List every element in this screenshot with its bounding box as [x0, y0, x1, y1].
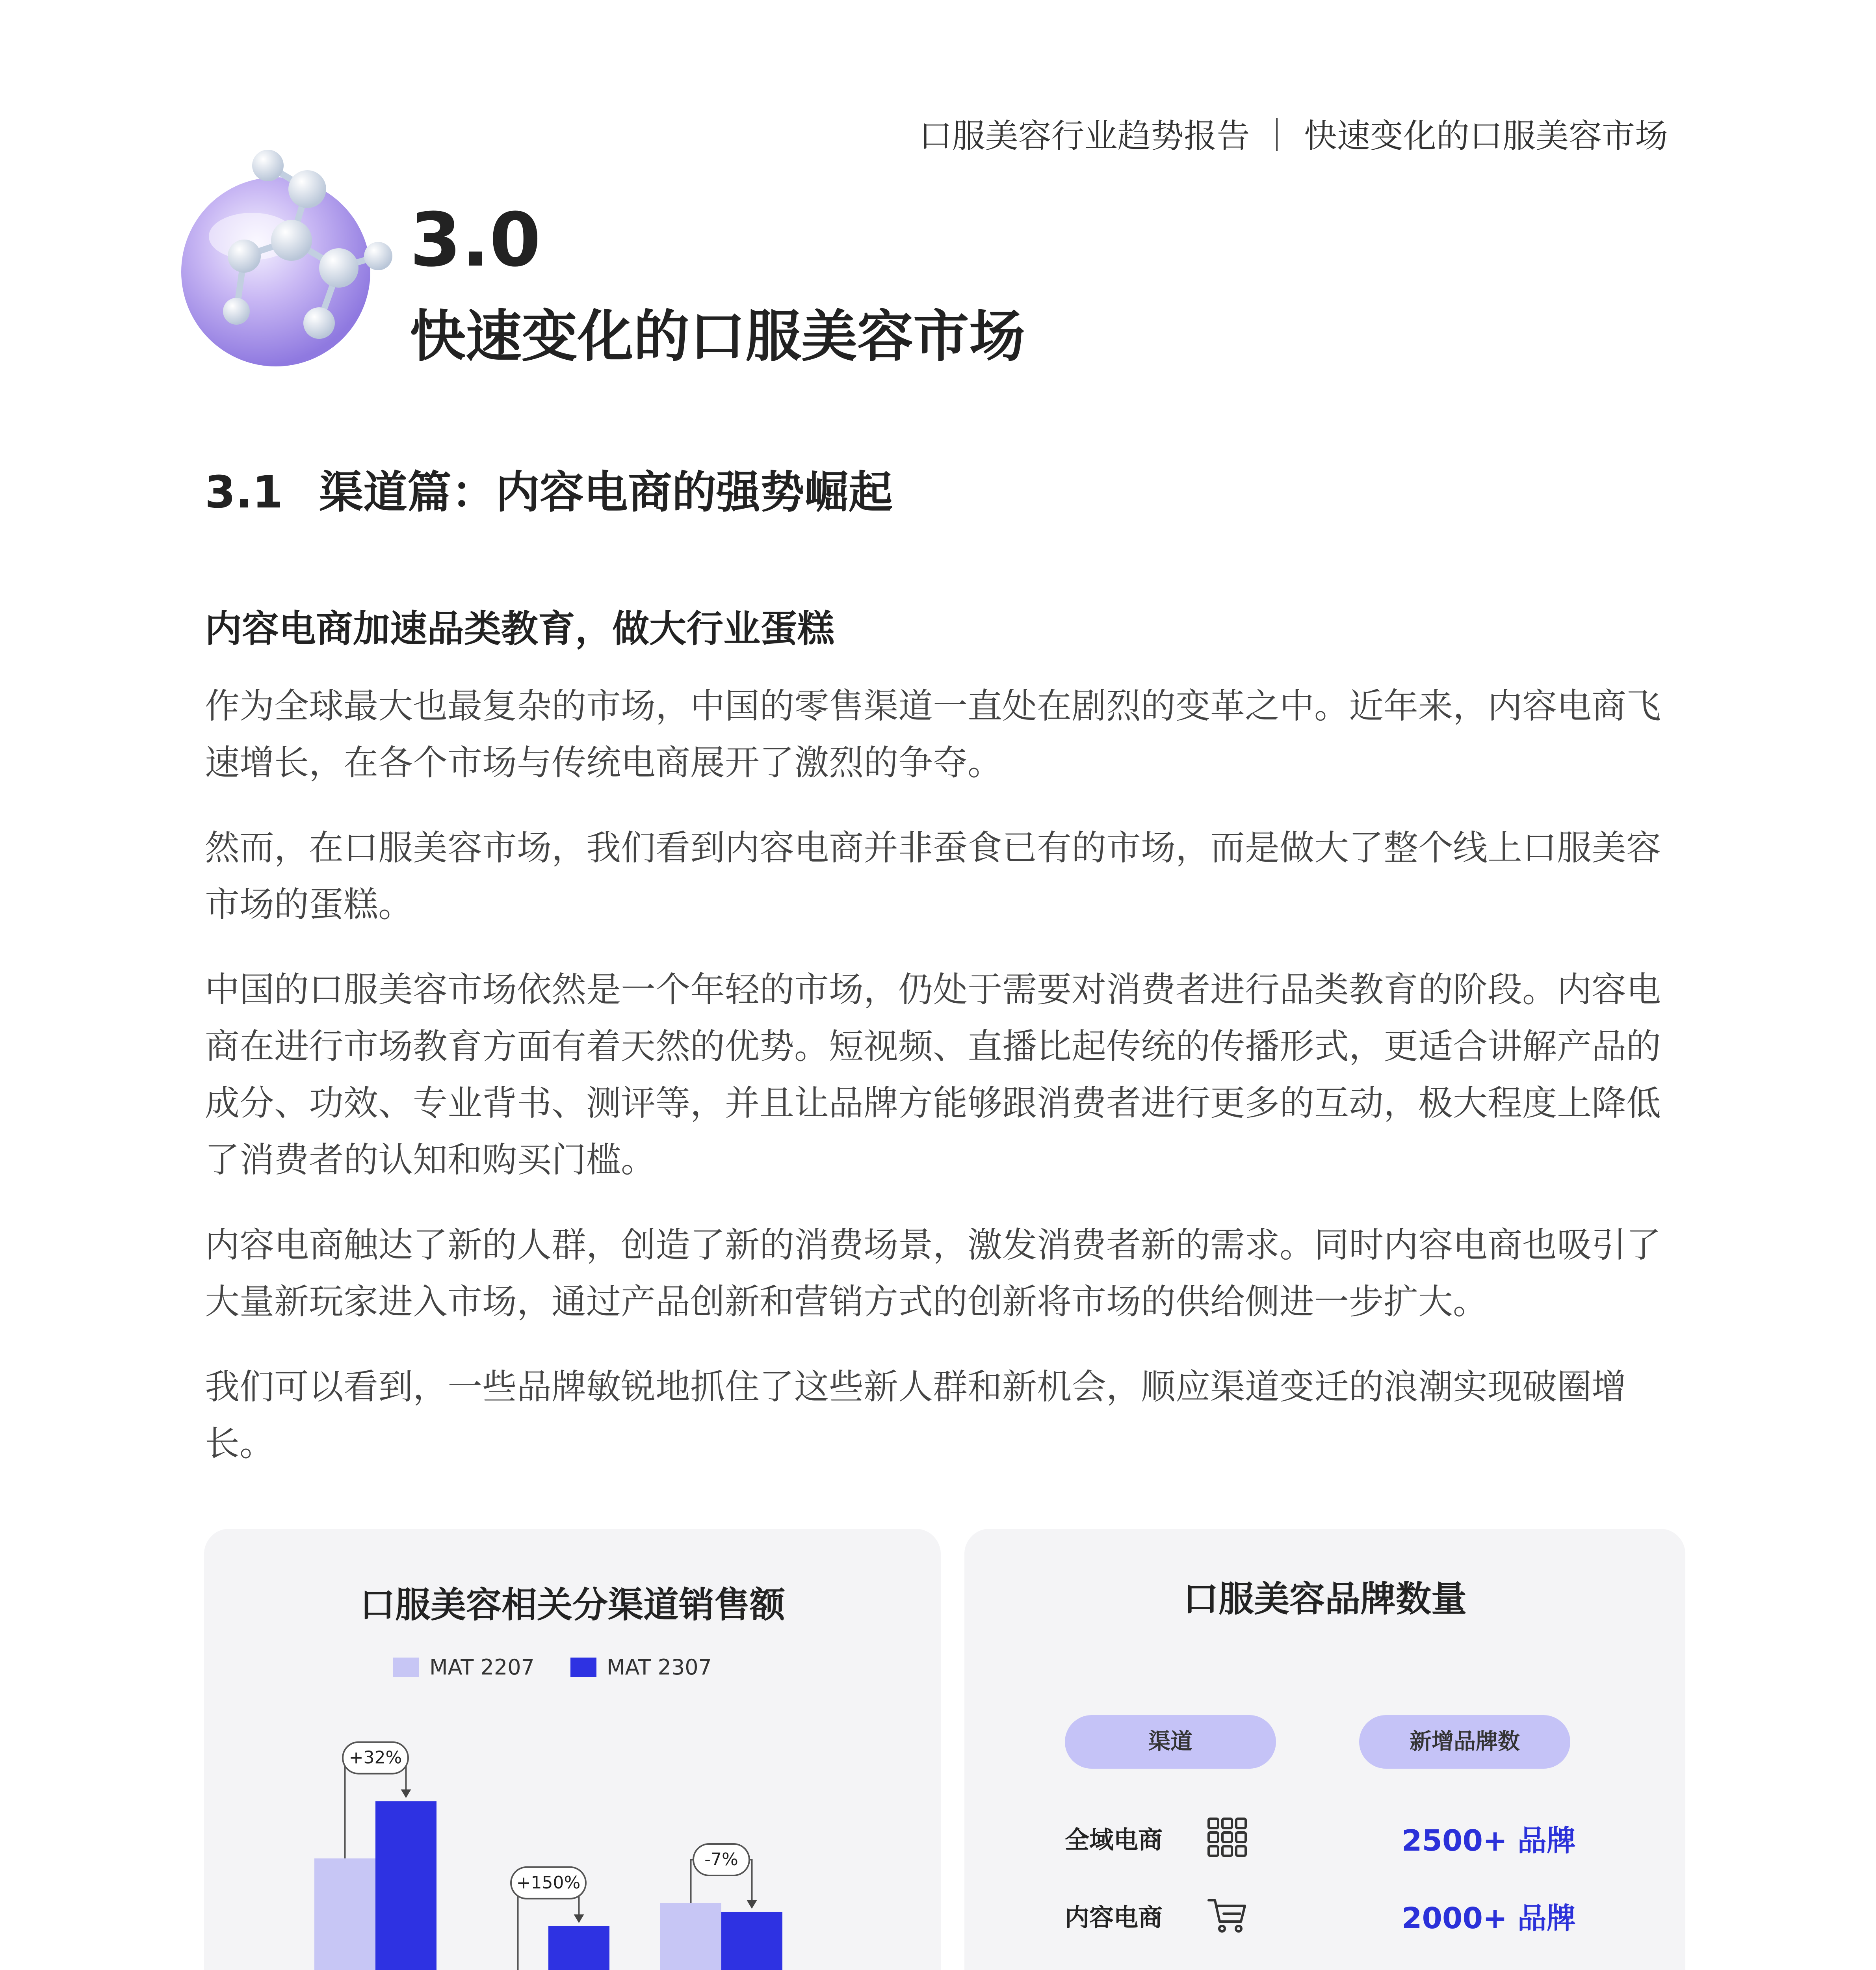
cart-icon: [1205, 1893, 1249, 1937]
bar-chart: [204, 1529, 941, 1970]
callout-arrowhead: [401, 1790, 411, 1798]
paragraph: 中国的口服美容市场依然是一个年轻的市场，仍处于需要对消费者进行品类教育的阶段。内容电商在进行市场教育方面有着天然的优势。短视频、直播比起传统的传播形式，更适合讲解产品的成分、功效、专业背书、测评等，并且让品牌方能够跟消费者进行更多的互动，极大程度上降低了消费者的认知和购买门槛。: [205, 969, 1661, 1180]
bar-mat-2207: [314, 1858, 375, 1970]
subsection-title: 渠道篇：内容电商的强势崛起: [319, 467, 893, 518]
bar-mat-2307: [721, 1912, 782, 1970]
subsection-heading: [205, 457, 893, 520]
brand-table-title: 口服美容品牌数量: [1183, 1578, 1467, 1620]
paragraph: 我们可以看到，一些品牌敏锐地抓住了这些新人群和新机会，顺应渠道变迁的浪潮实现破圈增长。: [205, 1366, 1627, 1464]
header-pill-channel: 渠道: [1065, 1715, 1276, 1769]
paragraph: 然而，在口服美容市场，我们看到内容电商并非蚕食已有的市场，而是做大了整个线上口服美容市场的蛋糕。: [205, 827, 1661, 925]
callout-arrowhead: [747, 1900, 757, 1909]
subheading: 内容电商加速品类教育，做大行业蛋糕: [205, 608, 835, 650]
bar-mat-2307: [375, 1801, 436, 1970]
legend-label: MAT 2207: [429, 1655, 535, 1680]
chart-title: 口服美容相关分渠道销售额: [360, 1584, 785, 1626]
brand-count-card: [964, 1529, 1685, 1970]
row-brand-count: 2000+ 品牌: [1402, 1901, 1576, 1935]
bar-mat-2307: [548, 1926, 609, 1970]
running-header: 口服美容行业趋势报告 ｜ 快速变化的口服美容市场: [919, 117, 1668, 155]
change-annotation: +150%: [516, 1872, 581, 1893]
bar-mat-2207: [660, 1903, 721, 1970]
subsection-number: 3.1: [205, 467, 283, 518]
header-pill-new-brands: 新增品牌数: [1359, 1715, 1570, 1769]
legend-label: MAT 2307: [607, 1655, 712, 1680]
body-text: [205, 678, 1686, 1500]
row-brand-count: 2500+ 品牌: [1402, 1824, 1576, 1858]
change-annotation: -7%: [704, 1849, 738, 1870]
callout-arrowhead: [574, 1914, 584, 1923]
paragraph: 内容电商触达了新的人群，创造了新的消费场景，激发消费者新的需求。同时内容电商也吸引了大量新玩家进入市场，通过产品创新和营销方式的创新将市场的供给侧进一步扩大。: [205, 1225, 1661, 1322]
callout-connector: [345, 1758, 352, 1858]
grid-icon: [1205, 1816, 1249, 1859]
paragraph: 作为全球最大也最复杂的市场，中国的零售渠道一直处在剧烈的变革之中。近年来，内容电商飞速增长，在各个市场与传统电商展开了激烈的争夺。: [205, 686, 1661, 783]
row-channel-label: 内容电商: [1065, 1903, 1163, 1932]
molecule-orb-icon: [173, 138, 402, 374]
section-number: 3.0: [410, 197, 541, 283]
section-title: 快速变化的口服美容市场: [410, 304, 1025, 369]
row-channel-label: 全域电商: [1065, 1825, 1163, 1854]
change-annotation: +32%: [349, 1747, 402, 1768]
sales-chart-card: [204, 1529, 941, 1970]
